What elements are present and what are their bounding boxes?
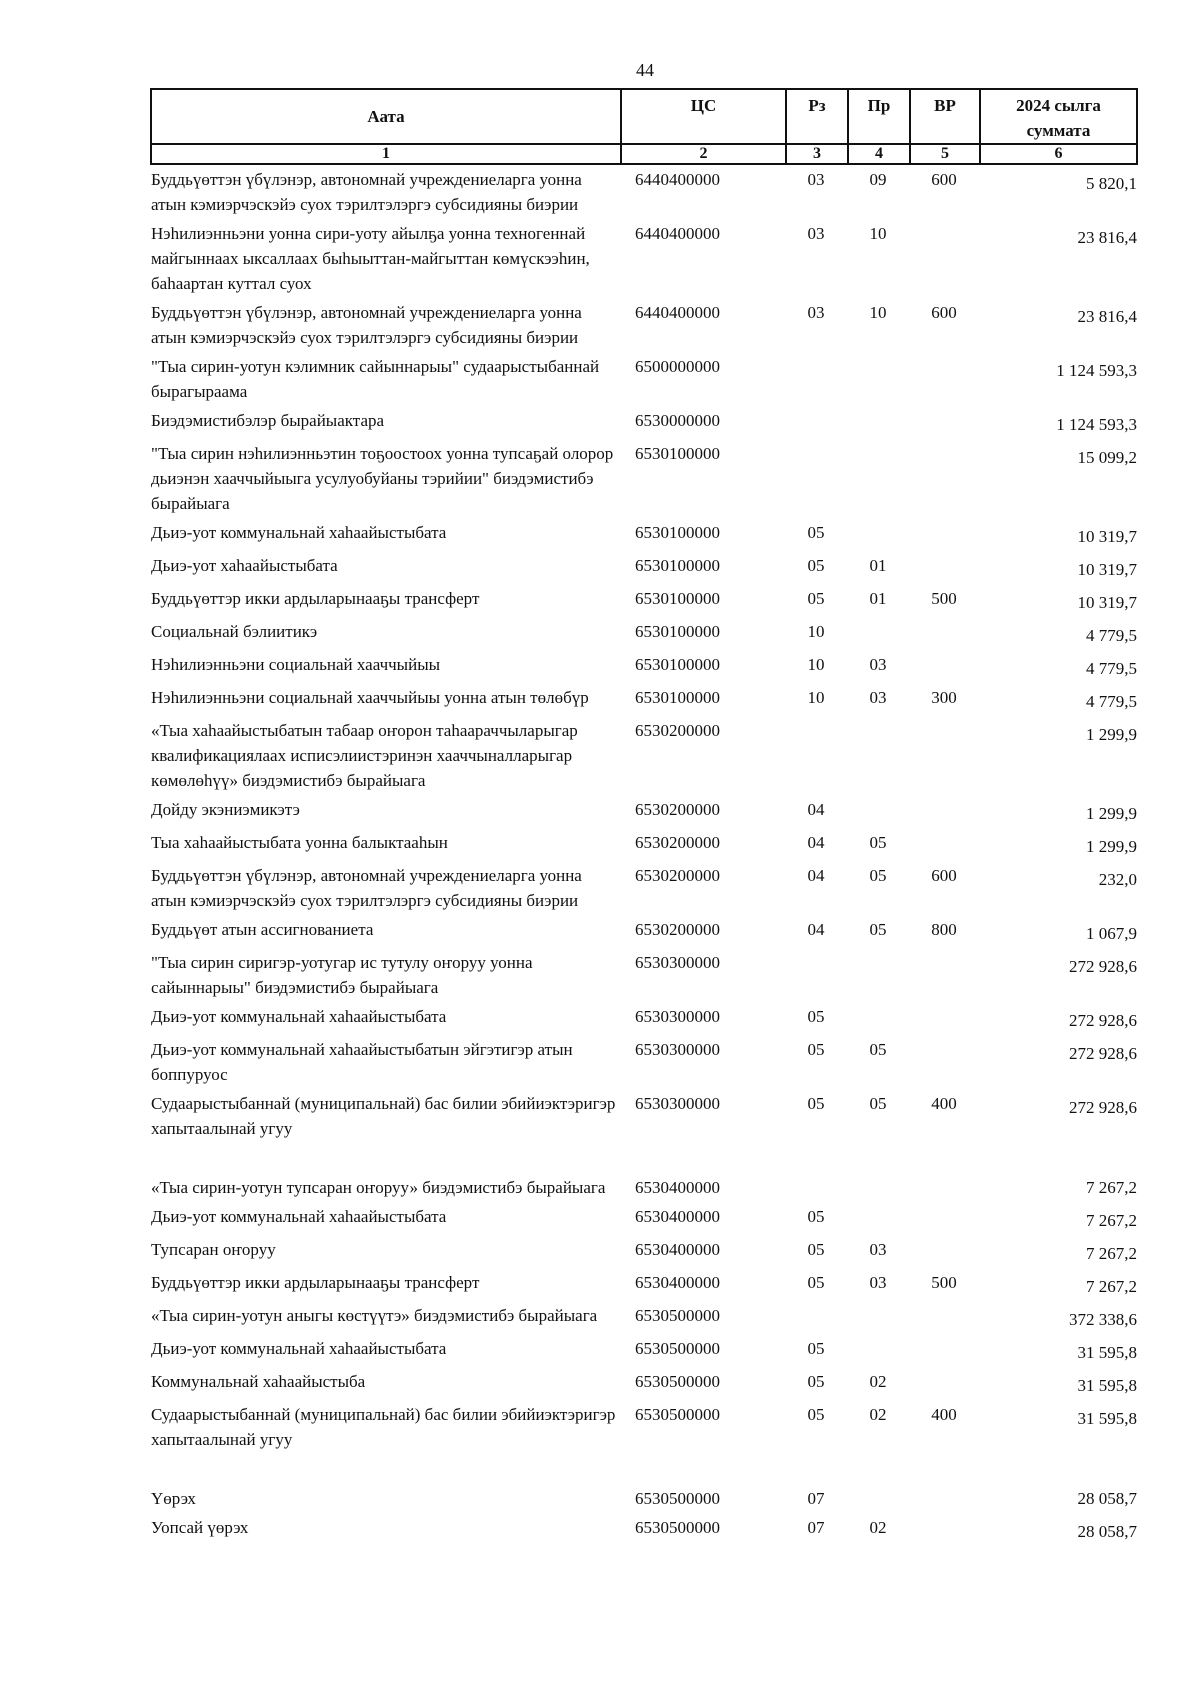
column-number: 2 [621, 144, 786, 164]
row-sum-cell: 23 816,4 [1077, 307, 1137, 326]
row-rz-cell: 03 [807, 170, 825, 189]
row-cs-cell: 6530400000 [635, 1240, 720, 1259]
row-name-cell: Дьиэ-уот хаһаайыстыбата [151, 556, 338, 575]
row-name-cell: «Тыа хаһаайыстыбатын табаар оҥорон таһаараччыларыгар квалификациялаах исписэлиистэринэн хааччыналларыгар көмөлөһүү» биэдэмистибэ бырайыага [151, 721, 578, 790]
row-name-cell: "Тыа сирин нэһилиэнньэтин тоҕоостоох уонна тупсаҕай олорор дьиэнэн хааччыйыыга усулуобуйаны тэрийии" биэдэмистибэ бырайыага [151, 444, 614, 513]
table-row [151, 1002, 1137, 1035]
row-pr-cell: 05 [869, 833, 887, 852]
column-number: 6 [980, 144, 1137, 164]
row-name-cell: Буддьүөт атын ассигнованиета [151, 920, 374, 939]
row-pr-cell: 01 [869, 589, 887, 608]
row-rz-cell: 10 [807, 655, 825, 674]
row-cs-cell: 6530000000 [635, 411, 720, 430]
table-row [151, 352, 1137, 406]
row-rz-cell: 10 [807, 622, 825, 641]
row-cs-cell: 6530500000 [635, 1339, 720, 1358]
row-rz-cell: 07 [807, 1489, 825, 1508]
row-cs-cell: 6530400000 [635, 1273, 720, 1292]
table-row [151, 1089, 1137, 1143]
row-pr-cell [848, 1143, 910, 1202]
row-cs-cell: 6530500000 [635, 1489, 720, 1508]
row-cs-cell: 6530100000 [635, 622, 720, 641]
row-vr-cell [910, 1235, 980, 1268]
table-header [151, 89, 1137, 164]
row-pr-cell [848, 1002, 910, 1035]
row-cs-cell: 6530200000 [635, 866, 720, 885]
table-row [151, 1268, 1137, 1301]
row-vr-cell: 600 [931, 866, 957, 885]
row-rz-cell [786, 439, 848, 518]
row-vr-cell: 400 [931, 1094, 957, 1113]
row-sum-cell: 15 099,2 [1077, 448, 1137, 467]
row-rz-cell: 04 [807, 800, 825, 819]
row-pr-cell: 10 [869, 224, 887, 243]
row-sum-cell: 1 067,9 [1086, 924, 1137, 943]
row-cs-cell: 6530300000 [635, 1094, 720, 1113]
row-cs-cell: 6530100000 [635, 589, 720, 608]
row-name-cell: «Тыа сирин-уотун тупсаран оҥоруу» биэдэмистибэ бырайыага [151, 1178, 606, 1197]
row-cs-cell: 6530400000 [635, 1178, 720, 1197]
table-row [151, 1301, 1137, 1334]
row-cs-cell: 6530200000 [635, 833, 720, 852]
row-cs-cell: 6530100000 [635, 556, 720, 575]
row-vr-cell [910, 1454, 980, 1513]
row-cs-cell: 6530100000 [635, 444, 720, 463]
table-row [151, 1202, 1137, 1235]
row-pr-cell [848, 406, 910, 439]
row-name-cell: Тупсаран оҥоруу [151, 1240, 276, 1259]
row-rz-cell: 04 [807, 833, 825, 852]
page-number: 44 [636, 60, 654, 80]
row-cs-cell: 6530500000 [635, 1306, 720, 1325]
row-sum-cell: 31 595,8 [1077, 1376, 1137, 1395]
row-sum-cell: 4 779,5 [1086, 626, 1137, 645]
table-row [151, 1454, 1137, 1513]
table-row [151, 795, 1137, 828]
row-cs-cell: 6530300000 [635, 1040, 720, 1059]
header-cs: ЦС [621, 89, 786, 144]
row-vr-cell [910, 828, 980, 861]
row-sum-cell: 232,0 [1098, 870, 1137, 889]
table-row [151, 915, 1137, 948]
row-cs-cell: 6530500000 [635, 1372, 720, 1391]
row-sum-cell: 7 267,2 [1086, 1244, 1137, 1263]
row-vr-cell [910, 219, 980, 298]
row-vr-cell [910, 518, 980, 551]
budget-table [150, 88, 1138, 1546]
row-name-cell: "Тыа сирин сиригэр-уотугар ис тутулу оҥоруу уонна сайыннарыы" биэдэмистибэ бырайыага [151, 953, 533, 997]
row-pr-cell: 01 [869, 556, 887, 575]
table-row [151, 1400, 1137, 1454]
row-rz-cell: 05 [807, 556, 825, 575]
row-pr-cell [848, 1454, 910, 1513]
row-cs-cell: 6440400000 [635, 170, 720, 189]
row-vr-cell [910, 551, 980, 584]
row-name-cell: Нэһилиэнньэни уонна сири-уоту айылҕа уонна техногеннай майгыннаах ыксаллаах быһыыттан-майгыттан көмүскээһин, баһаартан куттал суох [151, 224, 590, 293]
row-pr-cell [848, 617, 910, 650]
table-row [151, 948, 1137, 1002]
row-rz-cell: 05 [807, 1273, 825, 1292]
row-sum-cell: 10 319,7 [1077, 527, 1137, 546]
table-body [151, 164, 1137, 1546]
row-vr-cell [910, 1035, 980, 1089]
row-pr-cell [848, 1301, 910, 1334]
row-pr-cell: 02 [869, 1405, 887, 1424]
table-row [151, 406, 1137, 439]
row-name-cell: Дьиэ-уот коммунальнай хаһаайыстыбата [151, 1207, 447, 1226]
row-name-cell: Буддьүөттэр икки ардыларынааҕы трансферт [151, 589, 480, 608]
row-name-cell: Дьиэ-уот коммунальнай хаһаайыстыбата [151, 1007, 447, 1026]
row-name-cell: Буддьүөттэн үбүлэнэр, автономнай учреждениеларга уонна атын кэмиэрчэскэйэ суох тэрилтэлэргэ субсидияны биэрии [151, 866, 582, 910]
row-name-cell: Дьиэ-уот коммунальнай хаһаайыстыбата [151, 1339, 447, 1358]
row-name-cell: Буддьүөттэн үбүлэнэр, автономнай учреждениеларга уонна атын кэмиэрчэскэйэ суох тэрилтэлэргэ субсидияны биэрии [151, 303, 582, 347]
row-cs-cell: 6500000000 [635, 357, 720, 376]
row-sum-cell: 28 058,7 [1077, 1522, 1137, 1541]
row-sum-cell: 1 299,9 [1086, 804, 1137, 823]
row-sum-cell: 7 267,2 [1086, 1178, 1137, 1197]
table-row [151, 1143, 1137, 1202]
row-cs-cell: 6530400000 [635, 1207, 720, 1226]
row-vr-cell [910, 795, 980, 828]
row-name-cell: "Тыа сирин-уотун кэлимник сайыннарыы" судаарыстыбаннай бырагыраама [151, 357, 600, 401]
row-rz-cell [786, 352, 848, 406]
row-vr-cell: 600 [931, 170, 957, 189]
row-name-cell: Социальнай бэлиитикэ [151, 622, 318, 641]
row-rz-cell: 07 [807, 1518, 825, 1537]
row-name-cell: Судаарыстыбаннай (муниципальнай) бас билии эбийиэктэригэр хапытаалынай угуу [151, 1094, 616, 1138]
row-rz-cell: 05 [807, 1207, 825, 1226]
header-vr: ВР [910, 89, 980, 144]
column-number: 5 [910, 144, 980, 164]
row-name-cell: Үөрэх [151, 1489, 196, 1508]
table-row [151, 683, 1137, 716]
row-rz-cell: 05 [807, 1405, 825, 1424]
row-pr-cell [848, 1334, 910, 1367]
row-pr-cell: 02 [869, 1372, 887, 1391]
table-row [151, 617, 1137, 650]
row-vr-cell: 400 [931, 1405, 957, 1424]
row-sum-cell: 1 299,9 [1086, 837, 1137, 856]
row-vr-cell [910, 406, 980, 439]
row-vr-cell: 800 [931, 920, 957, 939]
row-pr-cell: 03 [869, 655, 887, 674]
row-name-cell: Дьиэ-уот коммунальнай хаһаайыстыбатын эйгэтигэр атын боппуруос [151, 1040, 573, 1084]
row-vr-cell [910, 617, 980, 650]
row-pr-cell: 05 [869, 1094, 887, 1113]
row-pr-cell: 03 [869, 688, 887, 707]
row-vr-cell [910, 1002, 980, 1035]
row-rz-cell: 05 [807, 589, 825, 608]
row-pr-cell [848, 948, 910, 1002]
row-cs-cell: 6530500000 [635, 1518, 720, 1537]
row-rz-cell [786, 406, 848, 439]
row-sum-cell: 23 816,4 [1077, 228, 1137, 247]
row-cs-cell: 6530200000 [635, 800, 720, 819]
table-row [151, 298, 1137, 352]
row-sum-cell: 7 267,2 [1086, 1277, 1137, 1296]
row-sum-cell: 10 319,7 [1077, 593, 1137, 612]
table-row [151, 1035, 1137, 1089]
row-rz-cell: 05 [807, 1040, 825, 1059]
row-vr-cell [910, 948, 980, 1002]
row-vr-cell: 300 [931, 688, 957, 707]
table-row [151, 1235, 1137, 1268]
header-pr: Пр [848, 89, 910, 144]
row-name-cell: Дьиэ-уот коммунальнай хаһаайыстыбата [151, 523, 447, 542]
row-sum-cell: 4 779,5 [1086, 692, 1137, 711]
row-rz-cell: 05 [807, 1007, 825, 1026]
row-cs-cell: 6530300000 [635, 1007, 720, 1026]
row-name-cell: Нэһилиэнньэни социальнай хааччыйыы [151, 655, 441, 674]
row-name-cell: Биэдэмистибэлэр бырайыактара [151, 411, 385, 430]
row-cs-cell: 6530100000 [635, 655, 720, 674]
row-sum-cell: 31 595,8 [1077, 1409, 1137, 1428]
row-pr-cell: 02 [869, 1518, 887, 1537]
table-row [151, 650, 1137, 683]
row-rz-cell [786, 716, 848, 795]
table-row [151, 828, 1137, 861]
row-rz-cell: 03 [807, 224, 825, 243]
row-vr-cell [910, 1301, 980, 1334]
row-sum-cell: 272 928,6 [1069, 1044, 1137, 1063]
table-row [151, 164, 1137, 219]
row-sum-cell: 10 319,7 [1077, 560, 1137, 579]
row-sum-cell: 272 928,6 [1069, 957, 1137, 976]
row-vr-cell [910, 650, 980, 683]
row-rz-cell: 05 [807, 1240, 825, 1259]
row-vr-cell [910, 1513, 980, 1546]
row-cs-cell: 6530100000 [635, 688, 720, 707]
row-sum-cell: 1 124 593,3 [1056, 361, 1137, 380]
row-sum-cell: 272 928,6 [1069, 1098, 1137, 1117]
row-sum-cell: 1 124 593,3 [1056, 415, 1137, 434]
row-pr-cell: 03 [869, 1240, 887, 1259]
row-name-cell: Дойду экэниэмикэтэ [151, 800, 300, 819]
row-vr-cell: 600 [931, 303, 957, 322]
row-cs-cell: 6530500000 [635, 1405, 720, 1424]
row-rz-cell [786, 1143, 848, 1202]
row-name-cell: Тыа хаһаайыстыбата уонна балыктааһын [151, 833, 448, 852]
row-vr-cell [910, 1202, 980, 1235]
row-name-cell: «Тыа сирин-уотун аныгы көстүүтэ» биэдэмистибэ бырайыага [151, 1306, 598, 1325]
row-sum-cell: 31 595,8 [1077, 1343, 1137, 1362]
row-cs-cell: 6440400000 [635, 303, 720, 322]
row-cs-cell: 6530100000 [635, 523, 720, 542]
row-pr-cell: 05 [869, 866, 887, 885]
table-row [151, 716, 1137, 795]
header-sum: 2024 сылга суммата [980, 89, 1137, 144]
row-vr-cell [910, 439, 980, 518]
table-row [151, 551, 1137, 584]
row-name-cell: Буддьүөттэн үбүлэнэр, автономнай учреждениеларга уонна атын кэмиэрчэскэйэ суох тэрилтэлэргэ субсидияны биэрии [151, 170, 582, 214]
row-pr-cell [848, 795, 910, 828]
row-vr-cell [910, 352, 980, 406]
row-name-cell: Уопсай үөрэх [151, 1518, 249, 1537]
row-pr-cell: 05 [869, 920, 887, 939]
row-rz-cell: 10 [807, 688, 825, 707]
row-name-cell: Нэһилиэнньэни социальнай хааччыйыы уонна атын төлөбүр [151, 688, 589, 707]
row-vr-cell: 500 [931, 589, 957, 608]
row-rz-cell [786, 948, 848, 1002]
row-cs-cell: 6530200000 [635, 920, 720, 939]
column-number: 1 [151, 144, 621, 164]
row-cs-cell: 6530300000 [635, 953, 720, 972]
row-pr-cell [848, 716, 910, 795]
row-name-cell: Буддьүөттэр икки ардыларынааҕы трансферт [151, 1273, 480, 1292]
row-cs-cell: 6440400000 [635, 224, 720, 243]
row-rz-cell: 03 [807, 303, 825, 322]
column-number: 4 [848, 144, 910, 164]
table-row [151, 518, 1137, 551]
row-rz-cell: 04 [807, 920, 825, 939]
table-row [151, 219, 1137, 298]
row-pr-cell [848, 518, 910, 551]
row-sum-cell: 272 928,6 [1069, 1011, 1137, 1030]
table-row [151, 1513, 1137, 1546]
row-rz-cell: 05 [807, 1372, 825, 1391]
row-sum-cell: 5 820,1 [1086, 174, 1137, 193]
row-pr-cell [848, 439, 910, 518]
row-pr-cell: 10 [869, 303, 887, 322]
row-rz-cell [786, 1301, 848, 1334]
row-vr-cell [910, 716, 980, 795]
row-pr-cell: 09 [869, 170, 887, 189]
row-pr-cell [848, 1202, 910, 1235]
row-name-cell: Коммунальнай хаһаайыстыба [151, 1372, 366, 1391]
row-rz-cell: 05 [807, 1094, 825, 1113]
row-pr-cell: 03 [869, 1273, 887, 1292]
row-pr-cell: 05 [869, 1040, 887, 1059]
row-pr-cell [848, 352, 910, 406]
row-vr-cell [910, 1367, 980, 1400]
table-row [151, 584, 1137, 617]
row-cs-cell: 6530200000 [635, 721, 720, 740]
header-name: Аата [151, 89, 621, 144]
table-row [151, 439, 1137, 518]
table-row [151, 1367, 1137, 1400]
header-rz: Рз [786, 89, 848, 144]
row-rz-cell: 04 [807, 866, 825, 885]
row-vr-cell: 500 [931, 1273, 957, 1292]
row-vr-cell [910, 1143, 980, 1202]
row-name-cell: Судаарыстыбаннай (муниципальнай) бас билии эбийиэктэригэр хапытаалынай угуу [151, 1405, 616, 1449]
row-sum-cell: 28 058,7 [1077, 1489, 1137, 1508]
column-number: 3 [786, 144, 848, 164]
row-sum-cell: 7 267,2 [1086, 1211, 1137, 1230]
row-sum-cell: 372 338,6 [1069, 1310, 1137, 1329]
row-rz-cell: 05 [807, 1339, 825, 1358]
row-sum-cell: 4 779,5 [1086, 659, 1137, 678]
row-sum-cell: 1 299,9 [1086, 725, 1137, 744]
table-row [151, 1334, 1137, 1367]
row-vr-cell [910, 1334, 980, 1367]
row-rz-cell: 05 [807, 523, 825, 542]
table-row [151, 861, 1137, 915]
